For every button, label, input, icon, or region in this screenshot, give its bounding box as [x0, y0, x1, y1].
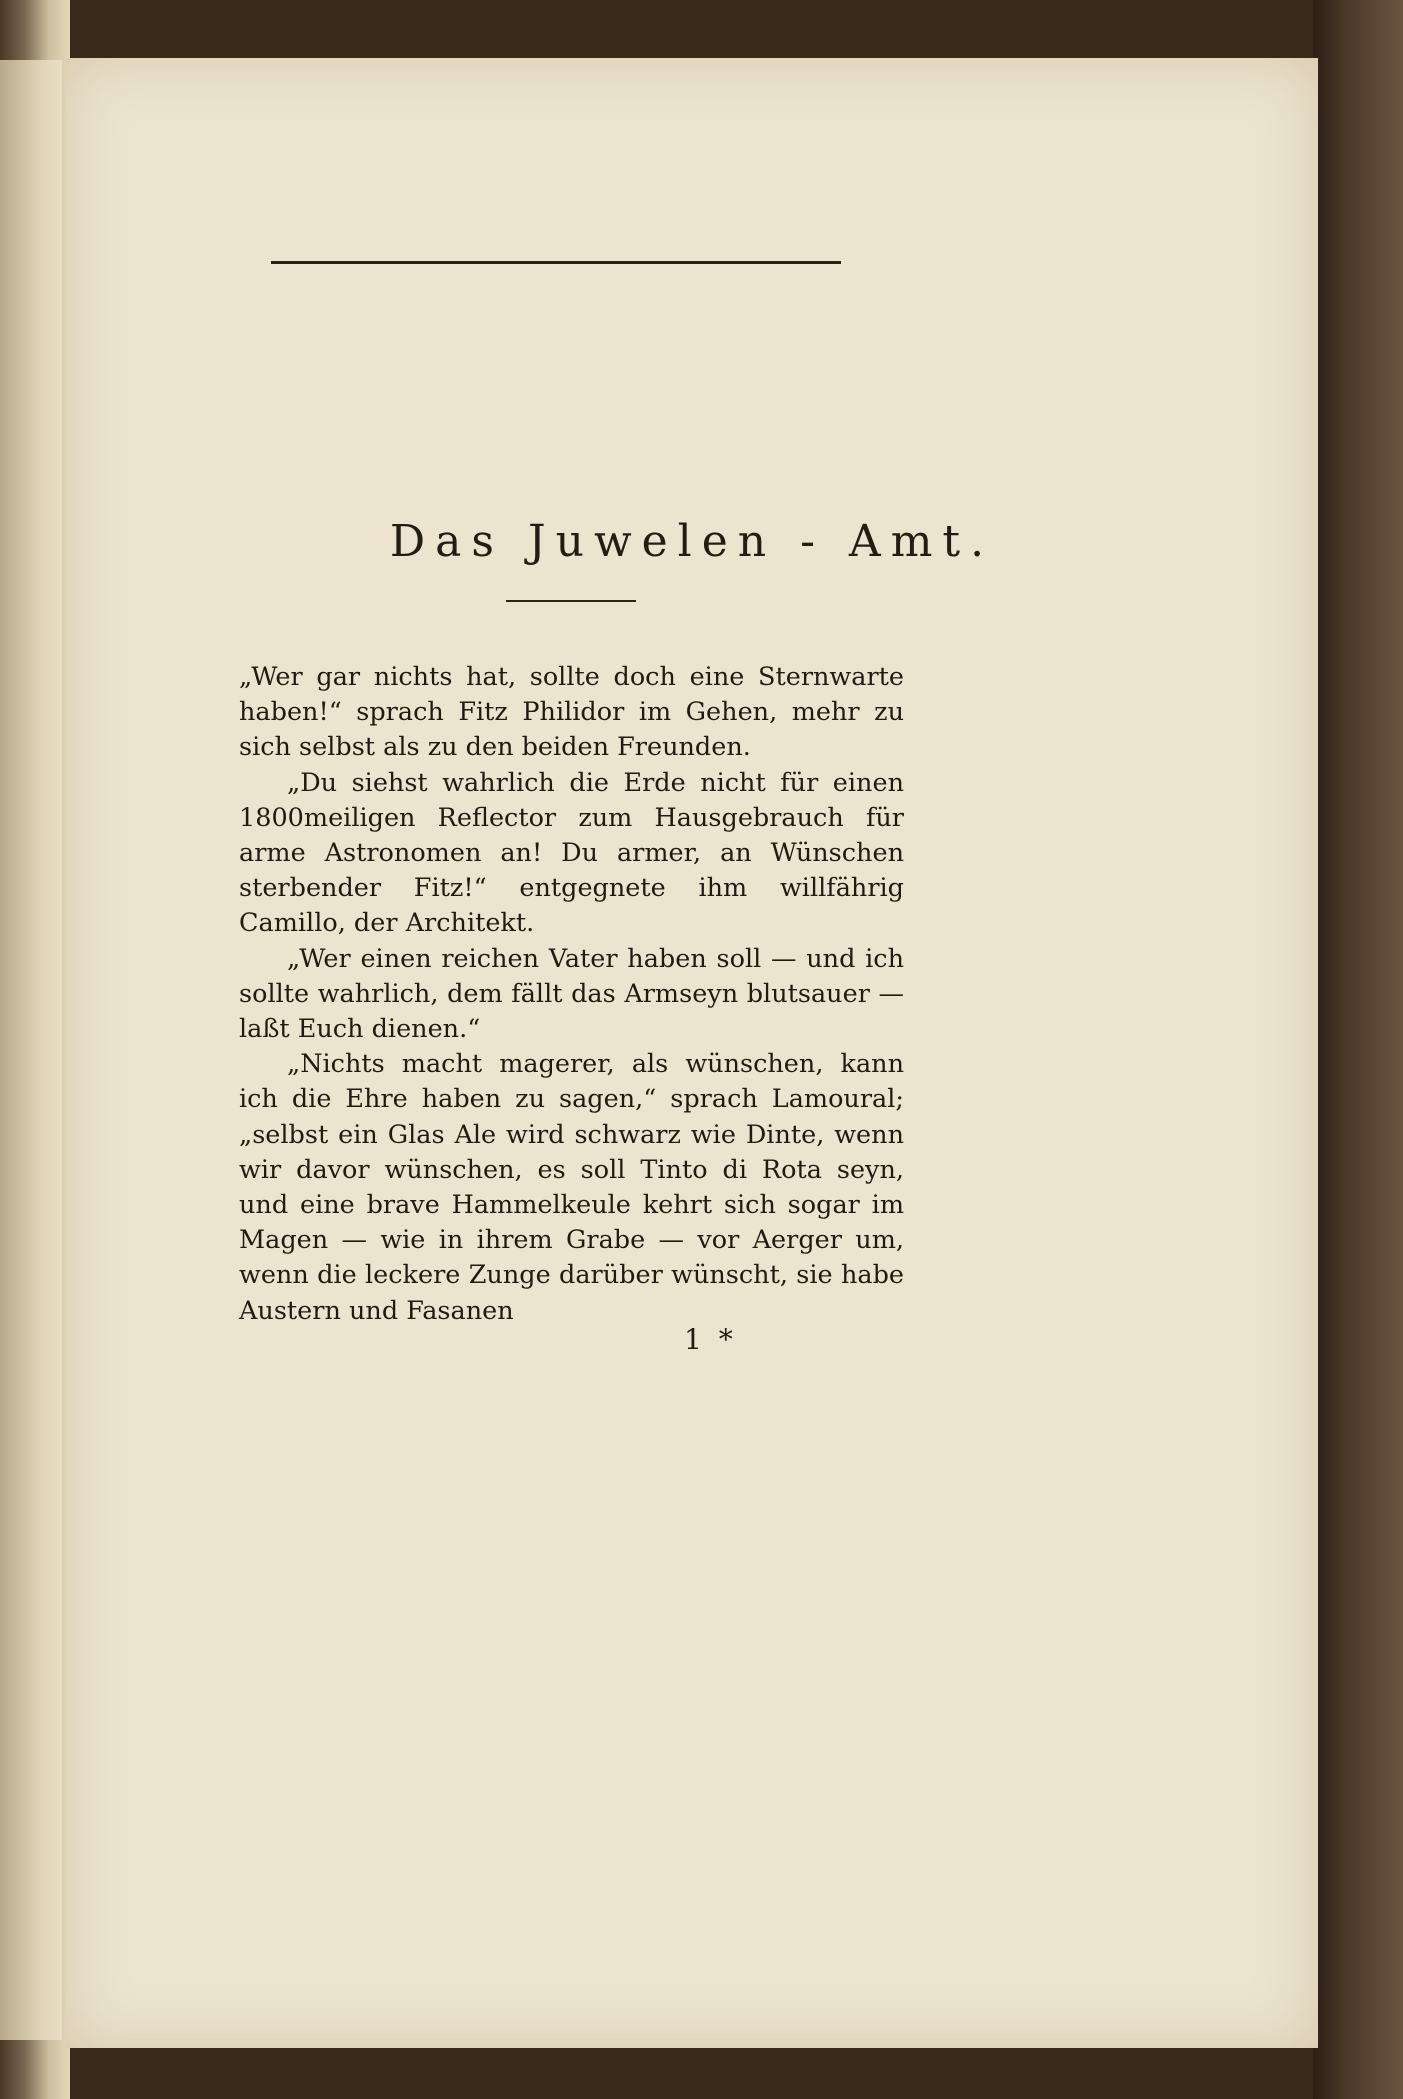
paragraph: „Nichts macht magerer, als wünschen, kann ich die Ehre haben zu sagen,“ sprach Lamoural; „selbst ein Glas Ale wird schwarz wie Dinte, wenn wir davor wünschen, es soll Tinto di Rota seyn, und eine brave Hammelkeule kehrt sich sogar im Magen — wie in ihrem Grabe — vor Aerger um, wenn die leckere Zunge darüber wünscht, sie habe Austern und Fasanen — [239, 1049, 904, 1326]
paragraph: „Wer einen reichen Vater haben soll — und ich sollte wahrlich, dem fällt das Armseyn blutsauer — laßt Euch dienen.“ — [239, 943, 904, 1045]
chapter-title: Das Juwelen - Amt. — [389, 516, 995, 567]
header-rule — [271, 261, 841, 264]
book-page — [66, 58, 1318, 2048]
paragraph: „Wer gar nichts hat, sollte doch eine Sternwarte haben!“ sprach Fitz Philidor im Gehen, mehr zu sich selbst als zu den beiden Freunden. — [239, 662, 904, 763]
signature-mark: 1 * — [684, 1323, 737, 1356]
previous-page-edge — [0, 60, 62, 2040]
title-rule — [506, 600, 636, 602]
paragraph: „Du siehst wahrlich die Erde nicht für einen 1800meiligen Reflector zum Hausgebrauch für arme Astronomen an! Du armer, an Wünschen sterbender Fitz!“ entgegnete ihm willfährig Camillo, der Architekt. — [239, 767, 904, 939]
book-cover-edge — [1313, 0, 1403, 2099]
body-text — [239, 660, 904, 1329]
